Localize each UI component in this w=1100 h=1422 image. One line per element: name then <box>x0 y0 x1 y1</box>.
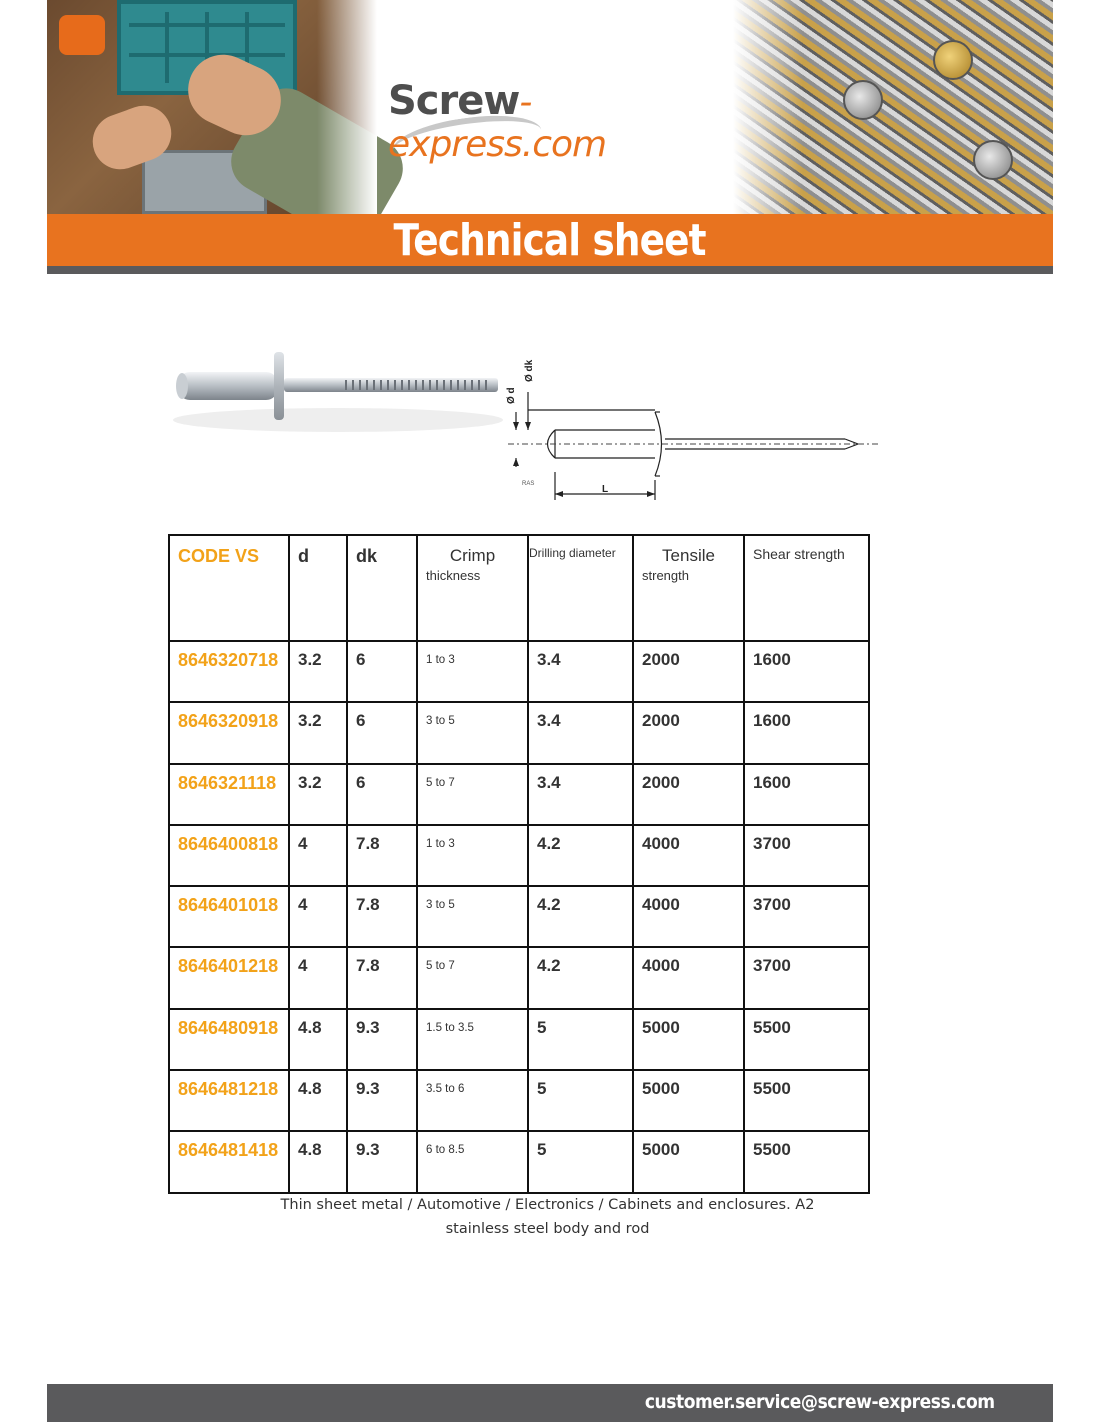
cell-shear: 5500 <box>744 1070 869 1131</box>
label-length: L <box>602 484 609 495</box>
rivet-dimension-diagram <box>500 352 885 507</box>
cell-code: 8646401018 <box>169 886 289 947</box>
contact-email: customer.service@screw-express.com <box>645 1391 995 1413</box>
header-crimp-thickness: Crimp thickness <box>417 535 528 641</box>
workshop-photo <box>47 0 377 214</box>
cell-drill: 5 <box>528 1131 633 1192</box>
cell-crimp: 5 to 7 <box>417 764 528 825</box>
label-odk: Ø dk <box>524 359 535 382</box>
table-header-row <box>169 535 869 641</box>
cell-dk: 6 <box>347 702 417 763</box>
page-title: Technical sheet <box>393 215 707 266</box>
cell-drill: 5 <box>528 1009 633 1070</box>
cell-tensile: 4000 <box>633 886 744 947</box>
cell-d: 4.8 <box>289 1131 347 1192</box>
table-row <box>169 947 869 1008</box>
header-tensile-strength: Tensile strength <box>633 535 744 641</box>
cell-drill: 3.4 <box>528 641 633 702</box>
table-row <box>169 1131 869 1192</box>
cell-code: 8646481218 <box>169 1070 289 1131</box>
header-dk: dk <box>347 535 417 641</box>
cell-tensile: 2000 <box>633 702 744 763</box>
cell-dk: 7.8 <box>347 886 417 947</box>
cell-drill: 5 <box>528 1070 633 1131</box>
cell-crimp: 6 to 8.5 <box>417 1131 528 1192</box>
cell-shear: 1600 <box>744 702 869 763</box>
logo-text-express: -express.com <box>388 82 607 165</box>
spec-table <box>168 534 870 1194</box>
cell-d: 4 <box>289 947 347 1008</box>
label-ras: RAS <box>522 481 535 487</box>
cell-tensile: 5000 <box>633 1009 744 1070</box>
cell-d: 4.8 <box>289 1070 347 1131</box>
logo-text-screw: Screw <box>388 78 520 124</box>
cell-d: 4 <box>289 886 347 947</box>
cell-shear: 5500 <box>744 1009 869 1070</box>
cell-code: 8646400818 <box>169 825 289 886</box>
cell-tensile: 5000 <box>633 1070 744 1131</box>
header-d: d <box>289 535 347 641</box>
table-row <box>169 641 869 702</box>
header-code: CODE VS <box>169 535 289 641</box>
cell-tensile: 2000 <box>633 641 744 702</box>
cell-d: 3.2 <box>289 702 347 763</box>
cell-code: 8646321118 <box>169 764 289 825</box>
table-row <box>169 1070 869 1131</box>
cell-code: 8646401218 <box>169 947 289 1008</box>
title-underline <box>47 266 1053 274</box>
cell-dk: 7.8 <box>347 947 417 1008</box>
cell-shear: 5500 <box>744 1131 869 1192</box>
cell-shear: 3700 <box>744 886 869 947</box>
cell-tensile: 2000 <box>633 764 744 825</box>
cell-dk: 9.3 <box>347 1070 417 1131</box>
cell-crimp: 1 to 3 <box>417 825 528 886</box>
cell-drill: 4.2 <box>528 947 633 1008</box>
table-row <box>169 702 869 763</box>
cell-code: 8646320718 <box>169 641 289 702</box>
cell-dk: 7.8 <box>347 825 417 886</box>
cell-tensile: 5000 <box>633 1131 744 1192</box>
footer-bar <box>47 1384 1053 1422</box>
application-footnote: Thin sheet metal / Automotive / Electronics / Cabinets and enclosures. A2 stainless steel body and rod <box>280 1197 815 1237</box>
cell-d: 4 <box>289 825 347 886</box>
cell-tensile: 4000 <box>633 825 744 886</box>
cell-tensile: 4000 <box>633 947 744 1008</box>
cell-code: 8646481418 <box>169 1131 289 1192</box>
cell-shear: 3700 <box>744 825 869 886</box>
cell-crimp: 1.5 to 3.5 <box>417 1009 528 1070</box>
cell-d: 3.2 <box>289 764 347 825</box>
cell-code: 8646480918 <box>169 1009 289 1070</box>
cell-d: 3.2 <box>289 641 347 702</box>
cell-drill: 3.4 <box>528 702 633 763</box>
table-row <box>169 886 869 947</box>
cell-crimp: 5 to 7 <box>417 947 528 1008</box>
table-row <box>169 825 869 886</box>
cell-crimp: 3 to 5 <box>417 702 528 763</box>
table-body <box>169 641 869 1193</box>
cell-crimp: 3 to 5 <box>417 886 528 947</box>
cell-shear: 3700 <box>744 947 869 1008</box>
cell-shear: 1600 <box>744 764 869 825</box>
cell-drill: 3.4 <box>528 764 633 825</box>
table-row <box>169 1009 869 1070</box>
table-row <box>169 764 869 825</box>
cell-d: 4.8 <box>289 1009 347 1070</box>
cell-crimp: 3.5 to 6 <box>417 1070 528 1131</box>
site-logo <box>388 78 748 165</box>
cell-code: 8646320918 <box>169 702 289 763</box>
screws-photo <box>733 0 1053 214</box>
cell-crimp: 1 to 3 <box>417 641 528 702</box>
cell-drill: 4.2 <box>528 825 633 886</box>
cell-shear: 1600 <box>744 641 869 702</box>
cell-dk: 6 <box>347 641 417 702</box>
title-bar <box>47 214 1053 266</box>
rivet-photo <box>168 340 508 440</box>
cell-drill: 4.2 <box>528 886 633 947</box>
label-od: Ø d <box>506 387 517 404</box>
header-drilling-diameter: Drilling diameter <box>528 535 633 641</box>
cell-dk: 6 <box>347 764 417 825</box>
cell-dk: 9.3 <box>347 1009 417 1070</box>
cell-dk: 9.3 <box>347 1131 417 1192</box>
header-shear-strength: Shear strength <box>744 535 869 641</box>
